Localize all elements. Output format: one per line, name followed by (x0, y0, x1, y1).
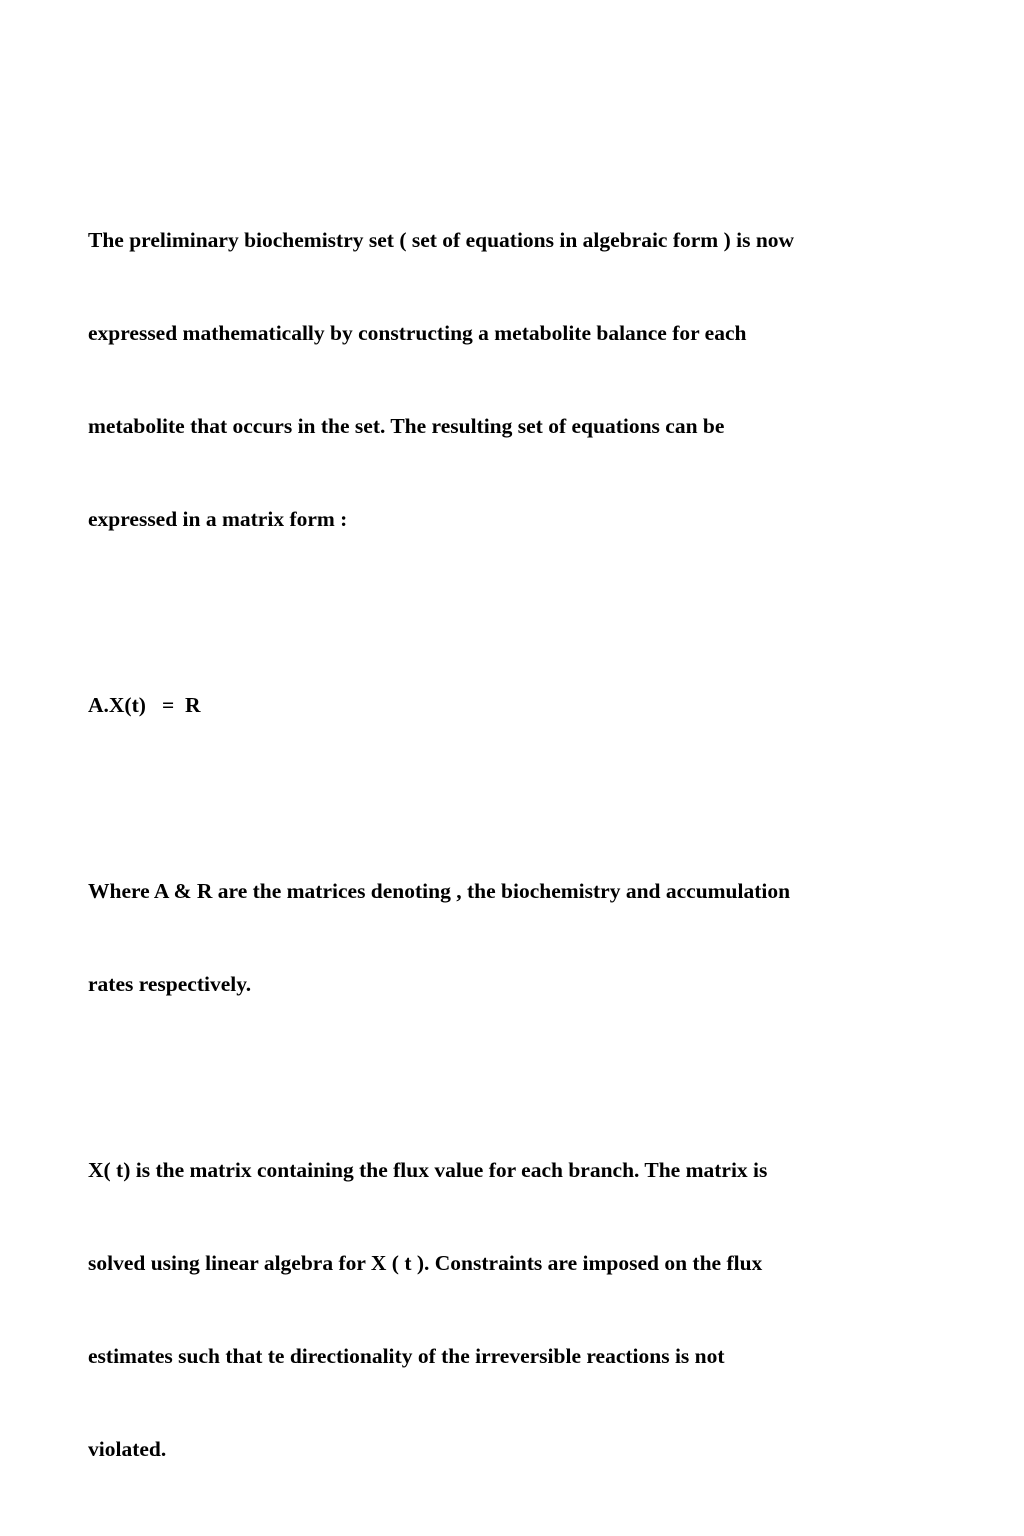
equation (88, 628, 948, 783)
slide-body (88, 163, 948, 1536)
text-line: solved using linear algebra for X ( t ). Constraints are imposed on the flux (88, 1251, 763, 1275)
definition-paragraph (88, 814, 948, 1062)
text-line: metabolite that occurs in the set. The resulting set of equations can be (88, 414, 725, 438)
flux-paragraph (88, 1093, 948, 1527)
equation-line: A.X(t) = R (88, 693, 201, 717)
intro-paragraph (88, 163, 948, 597)
text-line: The preliminary biochemistry set ( set of equations in algebraic form ) is now (88, 228, 795, 252)
text-line: estimates such that te directionality of the irreversible reactions is not (88, 1344, 725, 1368)
text-line: Where A & R are the matrices denoting , the biochemistry and accumulation (88, 879, 791, 903)
text-line: expressed in a matrix form : (88, 507, 348, 531)
text-line: rates respectively. (88, 972, 252, 996)
text-line: X( t) is the matrix containing the flux value for each branch. The matrix is (88, 1158, 768, 1182)
text-line: violated. (88, 1437, 167, 1461)
text-line: expressed mathematically by constructing a metabolite balance for each (88, 321, 747, 345)
